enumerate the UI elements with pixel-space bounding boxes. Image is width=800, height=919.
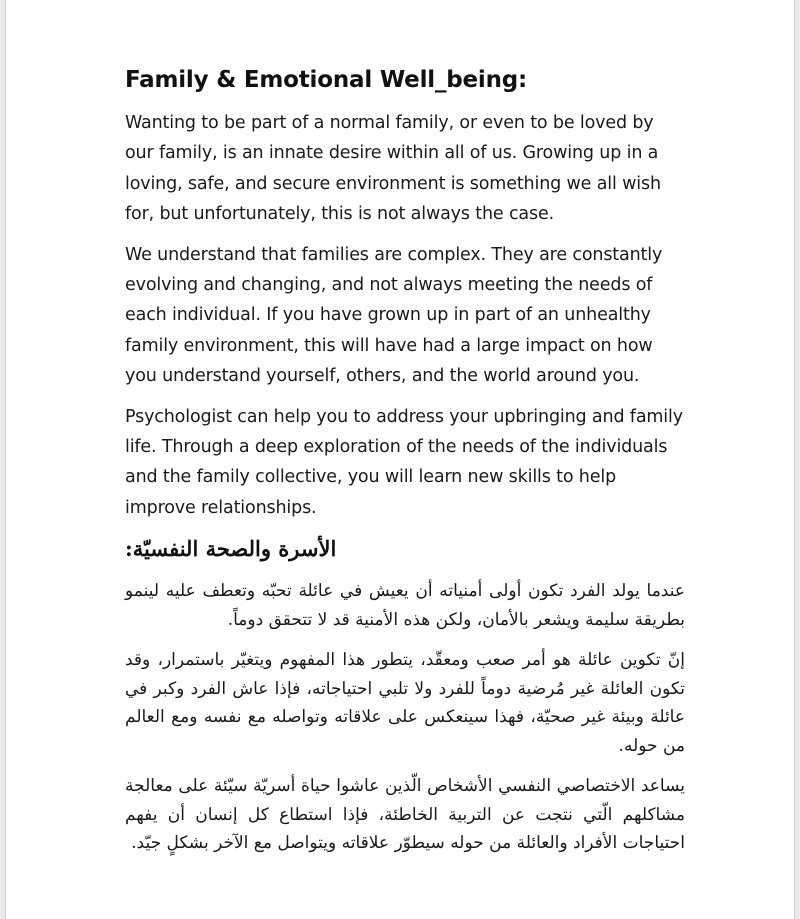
english-paragraph-2: We understand that families are complex. They are constantly evolving and changing, and not always meeting the needs of each individual. If you have grown up in part of an unhealthy family environment, this will have had a large impact on how you understand yourself, others, and the world around you.: [125, 244, 663, 387]
arabic-paragraph-2: إنّ تكوين عائلة هو أمر صعب ومعقّد، يتطور هذا المفهوم ويتغيّر باستمرار، وقد تكون العائلة غير مُرضية دوماً للفرد ولا تلبي احتياجاته، فإذا عاش الفرد وكبر في عائلة وبيئة غير صحيّة، فهذا سينعكس على علاقاته وتواصله مع نفسه ومع العالم من حوله.: [125, 650, 685, 756]
document-page: [5, 0, 795, 919]
english-paragraph-1: Wanting to be part of a normal family, or even to be loved by our family, is an innate desire within all of us. Growing up in a loving, safe, and secure environment is something we all wish for, but unfortunately, this is not always the case.: [125, 113, 661, 225]
document-content: [125, 62, 685, 870]
english-heading: Family & Emotional Well_being:: [125, 67, 528, 93]
arabic-paragraph-1: عندما يولد الفرد تكون أولى أمنياته أن يعيش في عائلة تحبّه وتعطف عليه لينمو بطريقة سليمة ويشعر بالأمان، ولكن هذه الأمنية قد لا تتحقق دوماً.: [125, 581, 685, 630]
arabic-paragraph-3: يساعد الاختصاصي النفسي الأشخاص الّذين عاشوا حياة أسريّة سيّئة على معالجة مشاكلهم الّتي نتجت عن التربية الخاطئة، فإذا استطاع كل إنسان أن يفهم احتياجات الأفراد والعائلة من حوله سيطوّر علاقاته ويتواصل مع الآخر بشكلٍ جيّد.: [125, 776, 685, 854]
arabic-heading: الأسرة والصحة النفسيّة:: [125, 536, 337, 562]
english-paragraph-3: Psychologist can help you to address your upbringing and family life. Through a deep exploration of the needs of the individuals and the family collective, you will learn new skills to help improve relationships.: [125, 406, 683, 518]
